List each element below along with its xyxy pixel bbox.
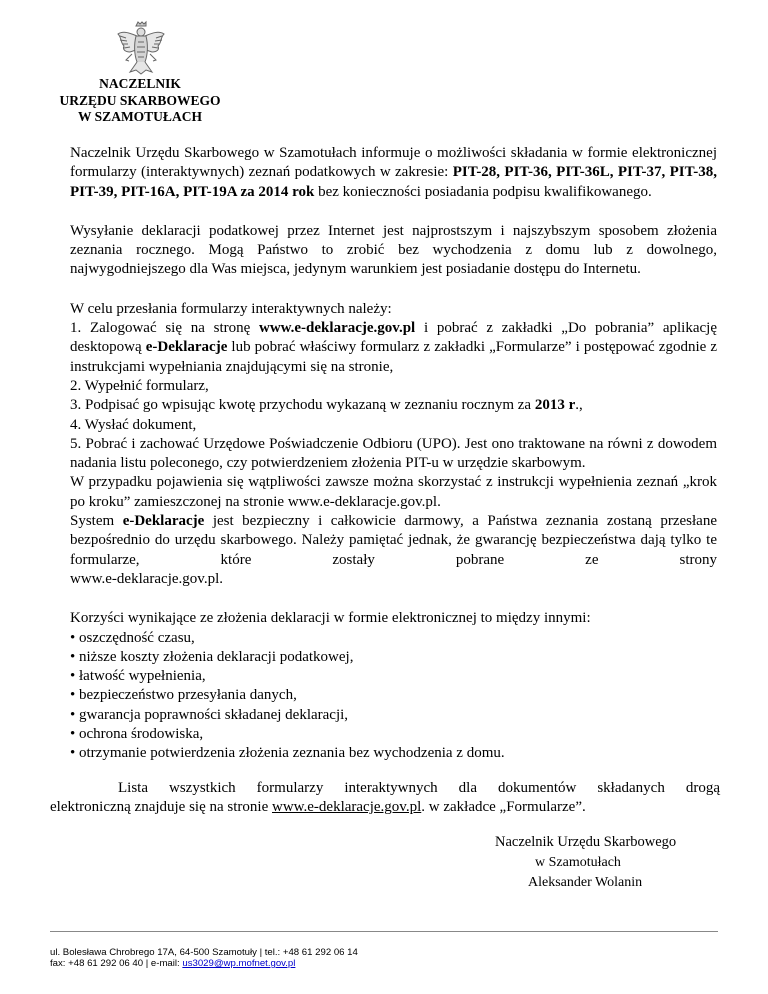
signature-name: Aleksander Wolanin [528,875,643,890]
system-url[interactable]: www.e-deklaracje.gov.pl. [70,570,223,587]
forms-link[interactable]: www.e-deklaracje.gov.pl [272,799,422,816]
step-5: 5. Pobrać i zachować Urzędowe Poświadczenie Odbioru (UPO). Jest ono traktowane na równi z dowodem nadania listu poleconego, czy potwierdzeniem złożenia PIT-u w urzędzie skarbowym. [70,435,717,472]
office-name [40,76,240,126]
closing-line-2: elektroniczną znajduje się na stronie www.e-deklaracje.gov.pl. w zakładce „Formularze”. [50,799,586,816]
step-4: 4. Wysłać dokument, [70,416,197,433]
internet-paragraph: Wysyłanie deklaracji podatkowej przez Internet jest najprostszym i najszybszym sposobem złożenia zeznania rocznego. Mogą Państwo to zrobić bez wychodzenia z domu lub z dowolnego, najwygodniejszego dla Was miejsca, jedynym warunkiem jest posiadanie dostępu do Internetu. [70,222,717,278]
email-link[interactable]: us3029@wp.mofnet.gov.pl [182,958,296,969]
signature-place: w Szamotułach [535,855,621,870]
pit-forms-list: PIT-28, PIT-36, PIT-36L, PIT-37, PIT-38, PIT-39, PIT-16A, PIT-19A za 2014 rok [70,164,718,200]
step-1: 1. Zalogować się na stronę www.e-deklaracje.gov.pl i pobrać z zakładki „Do pobrania” aplikację desktopową e-Deklaracje lub pobrać właściwy formularz z zakładki „Formularze” i postępować zgodnie z instrukcjami wypełniania znajdującymi się na stronie, [70,320,717,375]
steps-section [70,300,717,589]
signature-title: Naczelnik Urzędu Skarbowego [495,834,677,850]
footer-contact [50,947,358,969]
benefits-lead: Korzyści wynikające ze złożenia deklaracji w formie elektronicznej to między innymi: [70,610,591,627]
e-deklaracje-url[interactable]: www.e-deklaracje.gov.pl [258,320,416,337]
step-2: 2. Wypełnić formularz, [70,377,209,394]
list-item: • łatwość wypełnienia, [70,668,206,685]
letter-body [70,144,717,764]
closing-paragraph [50,779,720,818]
list-item: • ochrona środowiska, [70,726,204,743]
footer-fax-email: fax: +48 61 292 06 40 | e-mail: us3029@wp.mofnet.gov.pl [50,958,296,969]
office-line: URZĘDU SKARBOWEGO [59,92,221,108]
footer-divider [50,931,718,932]
benefits-section [70,609,717,763]
footer-address: ul. Bolesława Chrobrego 17A, 64-500 Szamotuły | tel.: +48 61 292 06 14 [50,947,358,958]
list-item: • bezpieczeństwo przesyłania danych, [70,687,297,704]
system-name: e-Deklaracje [122,513,205,530]
doubts-paragraph: W przypadku pojawienia się wątpliwości zawsze można skorzystać z instrukcji wypełnienia zeznań „krok po kroku” zamieszczonej na stronie www.e-deklaracje.gov.pl. [70,474,717,510]
system-paragraph: System e-Deklaracje jest bezpieczny i całkowicie darmowy, a Państwa zeznania zostaną przesłane bezpośrednio do urzędu skarbowego. Należy pamiętać jednak, że gwarancję bezpieczeństwa dają tylko te formularze, które zostały pobrane ze strony [70,513,717,568]
closing-line-1: Lista wszystkich formularzy interaktywnych dla dokumentów składanych drogą [118,780,720,796]
steps-lead: W celu przesłania formularzy interaktywnych należy: [70,300,392,317]
list-item: • oszczędność czasu, [70,629,195,646]
polish-eagle-emblem-icon [114,20,166,76]
list-item: • otrzymanie potwierdzenia złożenia zeznania bez wychodzenia z domu. [70,745,505,762]
step-3: 3. Podpisać go wpisując kwotę przychodu wykazaną w zeznaniu rocznym za 2013 r., [70,397,583,414]
office-line: W SZAMOTUŁACH [78,109,202,124]
office-line: NACZELNIK [99,76,181,91]
list-item: • gwarancja poprawności składanej deklaracji, [70,706,349,723]
intro-paragraph: Naczelnik Urzędu Skarbowego w Szamotułach informuje o możliwości składania w formie elektronicznej formularzy (interaktywnych) zeznań podatkowych w zakresie: PIT-28, PIT-36, PIT-36L, PIT-37, PIT-38, PIT-39, PIT-16A, PIT-19A za 2014 rok bez konieczności posiadania podpisu kwalifikowanego. [70,145,718,200]
app-name: e-Deklaracje [145,339,228,356]
list-item: • niższe koszty złożenia deklaracji podatkowej, [70,648,354,665]
